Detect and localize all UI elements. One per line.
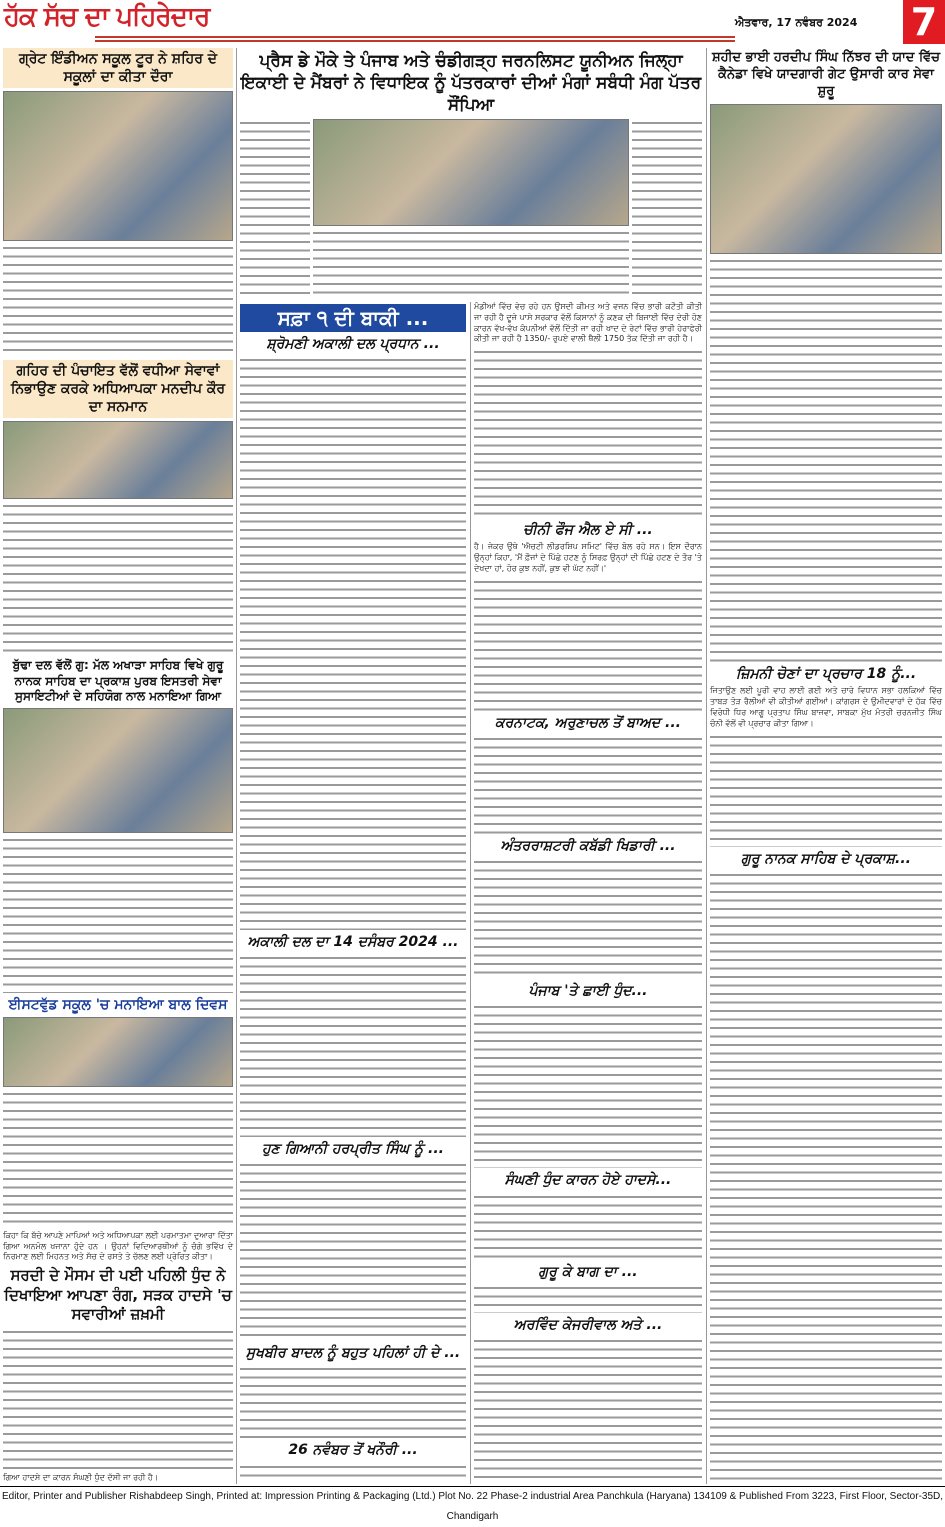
lead-photo [313, 119, 629, 225]
article-body [240, 356, 466, 929]
article-headline: ਈਸਟਵੁੱਡ ਸਕੂਲ 'ਚ ਮਨਾਇਆ ਬਾਲ ਦਿਵਸ [8, 997, 228, 1014]
section-subhead: ਅੰਤਰਰਾਸ਼ਟਰੀ ਕਬੱਡੀ ਖਿਡਾਰੀ ... [500, 838, 676, 854]
right-column [710, 50, 942, 1482]
continued-banner: ਸਫ਼ਾ ੧ ਦੀ ਬਾਕੀ ... [240, 304, 466, 332]
article-body [3, 244, 233, 356]
masthead [0, 0, 945, 46]
section-subhead: ਗੁਰੂ ਨਾਨਕ ਸਾਹਿਬ ਦੇ ਪ੍ਰਕਾਸ਼... [741, 851, 911, 868]
article-body [3, 1328, 233, 1470]
article-text: ਮੰਡੀਆਂ ਵਿੱਚ ਵੇਚ ਰਹੇ ਹਨ ਉਸਦੀ ਕੀਮਤ ਅਤੇ ਵਜਨ ਵਿੱਚ ਭਾਰੀ ਕਟੌਤੀ ਕੀਤੀ ਜਾ ਰਹੀ ਹੈ ਦੂਜੇ ਪਾਸੇ ਸਰਕਾਰ ਵੱਲੋਂ ਕਿਸਾਨਾਂ ਨੂੰ ਕਣਕ ਦੀ ਬਿਜਾਈ ਵਿੱਚ ਦੇਰੀ ਹੋਣ ਕਾਰਨ ਵੱਖ-ਵੱਖ ਕੰਪਨੀਆਂ ਵੱਲੋਂ ਦਿੱਤੀ ਜਾ ਰਹੀ ਖਾਦ ਦੇ ਰੇਟਾਂ ਵਿੱਚ ਭਾਰੀ ਹੇਰਾਫੇਰੀ ਕੀਤੀ ਜਾ ਰਹੀ ਹੈ 1350/- ਰੁਪਏ ਵਾਲੀ ਥੈਲੀ 1750 ਤੱਕ ਦਿੱਤੀ ਜਾ ਰਹੀ ਹੈ। [474, 302, 702, 344]
article-headline: ਬੁੱਢਾ ਦਲ ਵੱਲੋਂ ਗੁ: ਮੱਲ ਅਖਾੜਾ ਸਾਹਿਬ ਵਿਖੇ ਗੁਰੂ ਨਾਨਕ ਸਾਹਿਬ ਦਾ ਪ੍ਰਕਾਸ਼ ਪੁਰਬ ਇਸਤਰੀ ਸੇਵਾ ਸੁਸਾਇਟੀਆਂ ਦੇ ਸਹਿਯੋਗ ਨਾਲ ਮਨਾਇਆ ਗਿਆ [12, 657, 224, 704]
article-body [710, 257, 942, 663]
article-body [240, 1161, 466, 1340]
section-subhead: ਚੀਨੀ ਫੌਜ ਐਲ ਏ ਸੀ ... [523, 522, 653, 539]
article-body [474, 578, 702, 711]
column-divider [236, 48, 237, 1484]
section-subhead: ਜ਼ਿਮਨੀ ਚੋਣਾਂ ਦਾ ਪ੍ਰਚਾਰ 18 ਨੂੰ... [735, 666, 917, 683]
issue-date: ਐਤਵਾਰ, 17 ਨਵੰਬਰ 2024 [735, 16, 858, 29]
article-body [474, 348, 702, 518]
lead-story [240, 50, 702, 298]
lead-headline: ਪ੍ਰੈਸ ਡੇ ਮੌਕੇ ਤੇ ਪੰਜਾਬ ਅਤੇ ਚੰਡੀਗੜ੍ਹ ਜਰਨਲਿਸਟ ਯੂਨੀਅਨ ਜਿਲ੍ਹਾ ਇਕਾਈ ਦੇ ਮੈਂਬਰਾਂ ਨੇ ਵਿਧਾਇਕ ਨੂੰ ਪੱਤਰਕਾਰਾਂ ਦੀਆਂ ਮੰਗਾਂ ਸਬੰਧੀ ਮੰਗ ਪੱਤਰ ਸੌਂਪਿਆ [240, 51, 702, 116]
article-body [240, 119, 310, 298]
article-body [632, 119, 702, 298]
article-body [474, 1193, 702, 1260]
article-body [240, 954, 466, 1137]
section-subhead: ਕਰਨਾਟਕ, ਅਰੁਣਾਚਲ ਤੋਂ ਬਾਅਦ ... [494, 714, 682, 731]
section-subhead: ਗੁਰੂ ਕੇ ਬਾਗ ਦਾ ... [538, 1263, 638, 1280]
article-text: ਜਿਤਾਉਣ ਲਈ ਪੂਰੀ ਵਾਹ ਲਾਈ ਗਈ ਅਤੇ ਚਾਰੇ ਵਿਧਾਨ ਸਭਾ ਹਲਕਿਆਂ ਵਿੱਚ ਤਾਬੜ ਤੋੜ ਰੈਲੀਆਂ ਵੀ ਕੀਤੀਆਂ ਗਈਆਂ। ਕਾਂਗਰਸ ਦੇ ਉਮੀਦਵਾਰਾਂ ਦੇ ਹੱਕ ਵਿੱਚ ਵਿਰੋਧੀ ਧਿਰ ਆਗੂ ਪ੍ਰਤਾਪ ਸਿੰਘ ਬਾਜਵਾ, ਸਾਬਕਾ ਮੁੱਖ ਮੰਤਰੀ ਚਰਨਜੀਤ ਸਿੰਘ ਚੰਨੀ ਵੱਲੋਂ ਵੀ ਪ੍ਰਚਾਰ ਕੀਤਾ ਗਿਆ। [710, 686, 942, 728]
article-body [3, 836, 233, 993]
section-subhead: ਅਕਾਲੀ ਦਲ ਦਾ 14 ਦਸੰਬਰ 2024 ... [247, 933, 459, 950]
article-text: ਹੈ। ਜੇਕਰ ਉਥੇ 'ਐਚਟੀ ਲੀਡਰਸ਼ਿਪ ਸਮਿਟ' ਵਿੱਚ ਬੋਲ ਰਹੇ ਸਨ। ਇਸ ਦੌਰਾਨ ਉਨ੍ਹਾਂ ਕਿਹਾ, 'ਮੈਂ ਫ਼ੌਜਾਂ ਦੇ ਪਿੱਛੇ ਹਟਣ ਨੂੰ ਸਿਰਫ਼ ਉਨ੍ਹਾਂ ਦੀ ਪਿੱਛੇ ਹਟਣ ਦੇ ਤੌਰ 'ਤੇ ਦੇਖਦਾ ਹਾਂ, ਹੋਰ ਕੁਝ ਨਹੀਂ, ਕੁਝ ਵੀ ਘੱਟ ਨਹੀਂ।' [474, 542, 702, 573]
article-headline: ਸਰਦੀ ਦੇ ਮੌਸਮ ਦੀ ਪਈ ਪਹਿਲੀ ਧੁੰਦ ਨੇ ਦਿਖਾਇਆ ਆਪਣਾ ਰੰਗ, ਸੜਕ ਹਾਦਸੇ 'ਚ ਸਵਾਰੀਆਂ ਜ਼ਖ਼ਮੀ [4, 1266, 232, 1324]
section-subhead: ਸੰਘਣੀ ਧੁੰਦ ਕਾਰਨ ਹੋਏ ਹਾਦਸੇ... [504, 1172, 672, 1189]
continued-column-left [240, 304, 466, 1482]
article-body [474, 1284, 702, 1313]
article-body [313, 229, 629, 298]
article-body [240, 1463, 466, 1482]
continued-column-right [474, 302, 702, 1482]
section-subhead: ਸੁਖਬੀਰ ਬਾਦਲ ਨੂੰ ਬਹੁਤ ਪਹਿਲਾਂ ਹੀ ਦੇ ... [245, 1344, 461, 1361]
article-body [710, 733, 942, 848]
section-subhead: ਹੁਣ ਗਿਆਨੀ ਹਰਪ੍ਰੀਤ ਸਿੰਘ ਨੂੰ ... [262, 1141, 444, 1158]
article-photo [3, 421, 233, 499]
section-subhead: ਪੰਜਾਬ 'ਤੇ ਛਾਈ ਧੁੰਦ... [528, 983, 648, 1000]
logo-text: ਹੱਕ ਸੱਚ ਦਾ ਪਹਿਰੇਦਾਰ [4, 2, 210, 32]
section-subhead: ਸ਼੍ਰੋਮਣੀ ਅਕਾਲੀ ਦਲ ਪ੍ਰਧਾਨ ... [266, 336, 440, 352]
article-text: ਕਿਹਾ ਕਿ ਬੱਚੇ ਆਪਣੇ ਮਾਪਿਆਂ ਅਤੇ ਅਧਿਆਪਕਾ ਲਈ ਪਰਮਾਤਮਾ ਦੁਆਰਾ ਦਿੱਤਾ ਗਿਆ ਅਨਮੋਲ ਖਜਾਨਾ ਹੁੰਦੇ ਹਨ । ਉਹਨਾਂ ਵਿਦਿਆਰਥੀਆਂ ਨੂੰ ਚੰਗੇ ਭਵਿੱਖ ਦੇ ਨਿਰਮਾਣ ਲਈ ਮਿਹਨਤ ਅਤੇ ਸੱਚ ਦੇ ਰਸਤੇ ਤੇ ਚੱਲਣ ਲਈ ਪ੍ਰੇਰਿਤ ਕੀਤਾ। [3, 1230, 233, 1262]
article-body [474, 1003, 702, 1168]
column-divider [706, 48, 707, 1484]
article-headline: ਗਹਿਰ ਦੀ ਪੰਚਾਇਤ ਵੱਲੋਂ ਵਧੀਆ ਸੇਵਾਵਾਂ ਨਿਭਾਉਣ ਕਰਕੇ ਅਧਿਆਪਕਾ ਮਨਦੀਪ ਕੌਰ ਦਾ ਸਨਮਾਨ [3, 360, 233, 419]
section-subhead: 26 ਨਵੰਬਰ ਤੋਂ ਖਨੌਰੀ ... [288, 1442, 418, 1459]
imprint-footer: Editor, Printer and Publisher Rishabdeep Singh, Printed at: Impression Printing & Packaging (Ltd.) Plot No. 22 Phase-2 industrial Area Panchkula (Haryana) 134109 & Published From 3223, First Floor, Sector-35D, Chandigarh [0, 1486, 945, 1507]
article-body [710, 871, 942, 1482]
article-headline: ਗ੍ਰੇਟ ਇੰਡੀਅਨ ਸਕੂਲ ਟੂਰ ਨੇ ਸ਼ਹਿਰ ਦੇ ਸਕੂਲਾਂ ਦਾ ਕੀਤਾ ਦੌਰਾ [3, 48, 233, 88]
section-subhead: ਅਰਵਿੰਦ ਕੇਜਰੀਵਾਲ ਅਤੇ ... [513, 1316, 663, 1333]
article-photo [3, 708, 233, 833]
article-body [240, 1365, 466, 1438]
left-column [3, 48, 233, 1484]
page-number: 7 [903, 0, 945, 44]
article-text: ਗਿਆ ਹਾਦਸੇ ਦਾ ਕਾਰਨ ਸੰਘਣੀ ਧੁੰਦ ਦੱਸੀ ਜਾ ਰਹੀ ਹੈ। [3, 1473, 159, 1483]
article-photo [3, 91, 233, 241]
article-body [3, 1090, 233, 1227]
masthead-rule [95, 36, 735, 42]
lead-photo-block [313, 119, 629, 298]
article-headline: ਸ਼ਹੀਦ ਭਾਈ ਹਰਦੀਪ ਸਿੰਘ ਨਿੱਝਰ ਦੀ ਯਾਦ ਵਿੱਚ ਕੈਨੇਡਾ ਵਿਖੇ ਯਾਦਗਾਰੀ ਗੇਟ ਉਸਾਰੀ ਕਾਰ ਸੇਵਾ ਸ਼ੁਰੂ [711, 50, 941, 99]
article-body [474, 735, 702, 834]
column-divider [470, 302, 471, 1484]
lead-story-body [240, 119, 702, 298]
newspaper-logo [4, 2, 209, 33]
article-photo [710, 104, 942, 254]
article-photo [3, 1017, 233, 1087]
article-body [474, 1337, 702, 1482]
article-body [474, 858, 702, 979]
article-body [3, 502, 233, 654]
